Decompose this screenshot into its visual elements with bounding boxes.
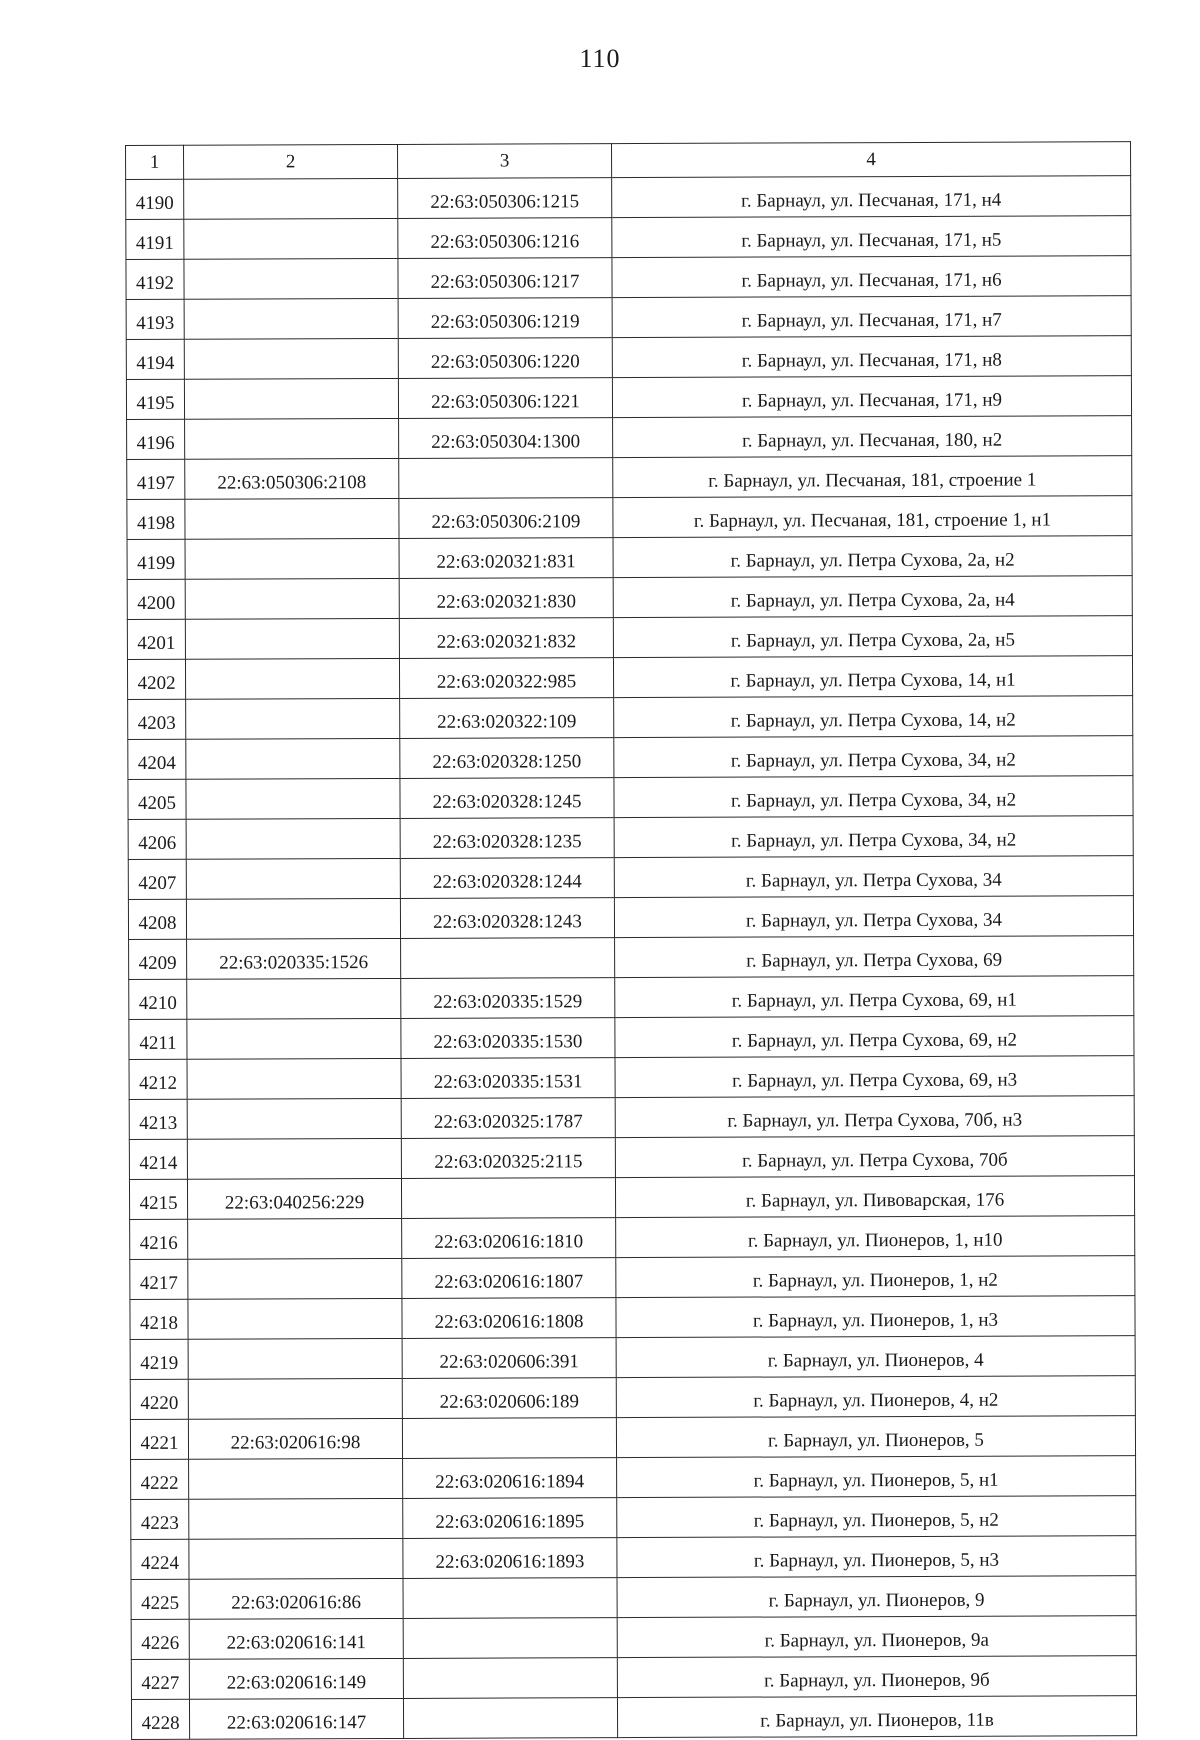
cadastral-number-col3-cell: 22:63:020321:832 bbox=[399, 618, 613, 659]
address-cell: г. Барнаул, ул. Петра Сухова, 70б, н3 bbox=[615, 1096, 1134, 1138]
column-header-1: 1 bbox=[126, 145, 184, 179]
cadastral-number-col3-cell bbox=[402, 1418, 616, 1459]
address-cell: г. Барнаул, ул. Пионеров, 1, н3 bbox=[616, 1296, 1135, 1338]
cadastral-number-col3-cell: 22:63:020321:831 bbox=[399, 538, 613, 579]
table-row bbox=[129, 1056, 1134, 1100]
address-cell: г. Барнаул, ул. Петра Сухова, 2а, н4 bbox=[613, 576, 1132, 618]
address-cell: г. Барнаул, ул. Петра Сухова, 34, н2 bbox=[614, 816, 1133, 858]
table-header bbox=[126, 142, 1131, 180]
address-cell: г. Барнаул, ул. Петра Сухова, 34, н2 bbox=[614, 776, 1133, 818]
row-number-cell: 4217 bbox=[130, 1259, 188, 1299]
row-number-cell: 4200 bbox=[127, 579, 185, 619]
table-row bbox=[128, 856, 1133, 900]
address-cell: г. Барнаул, ул. Пионеров, 9 bbox=[617, 1576, 1136, 1618]
cadastral-number-col2-cell bbox=[185, 578, 399, 619]
table-row bbox=[130, 1216, 1135, 1260]
address-cell: г. Барнаул, ул. Петра Сухова, 69, н1 bbox=[615, 976, 1134, 1018]
row-number-cell: 4193 bbox=[126, 299, 184, 339]
address-cell: г. Барнаул, ул. Пионеров, 4, н2 bbox=[616, 1376, 1135, 1418]
registry-table bbox=[125, 141, 1137, 1740]
cadastral-number-col2-cell: 22:63:020616:147 bbox=[189, 1698, 403, 1739]
row-number-cell: 4202 bbox=[127, 659, 185, 699]
cadastral-number-col3-cell: 22:63:050306:2109 bbox=[399, 498, 613, 539]
cadastral-number-col2-cell bbox=[186, 858, 400, 899]
cadastral-number-col2-cell bbox=[188, 1258, 402, 1299]
table-row bbox=[130, 1416, 1135, 1460]
cadastral-number-col2-cell bbox=[186, 898, 400, 939]
table-row bbox=[131, 1576, 1136, 1620]
cadastral-number-col2-cell bbox=[186, 698, 400, 739]
address-cell: г. Барнаул, ул. Петра Сухова, 69 bbox=[615, 936, 1134, 978]
address-cell: г. Барнаул, ул. Пионеров, 5 bbox=[616, 1416, 1135, 1458]
row-number-cell: 4209 bbox=[129, 939, 187, 979]
cadastral-number-col3-cell: 22:63:020335:1531 bbox=[401, 1058, 615, 1099]
cadastral-number-col3-cell bbox=[401, 938, 615, 979]
column-header-4: 4 bbox=[611, 142, 1130, 178]
address-cell: г. Барнаул, ул. Петра Сухова, 69, н2 bbox=[615, 1016, 1134, 1058]
address-cell: г. Барнаул, ул. Песчаная, 171, н9 bbox=[612, 376, 1131, 418]
cadastral-number-col3-cell: 22:63:020325:2115 bbox=[401, 1138, 615, 1179]
cadastral-number-col2-cell: 22:63:040256:229 bbox=[187, 1178, 401, 1219]
table-row bbox=[126, 256, 1131, 300]
row-number-cell: 4190 bbox=[126, 179, 184, 219]
cadastral-number-col3-cell: 22:63:050306:1219 bbox=[398, 298, 612, 339]
cadastral-number-col3-cell: 22:63:020616:1807 bbox=[402, 1258, 616, 1299]
table-row bbox=[127, 456, 1132, 500]
row-number-cell: 4204 bbox=[128, 739, 186, 779]
cadastral-number-col2-cell bbox=[184, 218, 398, 259]
address-cell: г. Барнаул, ул. Песчаная, 181, строение 1, н1 bbox=[613, 496, 1132, 538]
row-number-cell: 4213 bbox=[129, 1099, 187, 1139]
cadastral-number-col3-cell: 22:63:020606:189 bbox=[402, 1378, 616, 1419]
cadastral-number-col3-cell bbox=[403, 1658, 617, 1699]
cadastral-number-col2-cell bbox=[187, 978, 401, 1019]
address-cell: г. Барнаул, ул. Песчаная, 171, н7 bbox=[612, 296, 1131, 338]
cadastral-number-col3-cell: 22:63:050306:1221 bbox=[398, 378, 612, 419]
row-number-cell: 4198 bbox=[127, 499, 185, 539]
cadastral-number-col3-cell: 22:63:050306:1217 bbox=[398, 258, 612, 299]
cadastral-number-col2-cell bbox=[188, 1218, 402, 1259]
table-row bbox=[128, 896, 1133, 940]
column-header-3: 3 bbox=[397, 144, 611, 179]
cadastral-number-col3-cell: 22:63:020616:1895 bbox=[403, 1498, 617, 1539]
cadastral-number-col3-cell: 22:63:020322:109 bbox=[400, 698, 614, 739]
table-row bbox=[130, 1296, 1135, 1340]
cadastral-number-col2-cell: 22:63:020616:149 bbox=[189, 1658, 403, 1699]
cadastral-number-col3-cell bbox=[401, 1178, 615, 1219]
cadastral-number-col2-cell bbox=[185, 618, 399, 659]
cadastral-number-col3-cell: 22:63:020321:830 bbox=[399, 578, 613, 619]
cadastral-number-col2-cell bbox=[186, 778, 400, 819]
row-number-cell: 4195 bbox=[126, 379, 184, 419]
row-number-cell: 4207 bbox=[128, 859, 186, 899]
row-number-cell: 4192 bbox=[126, 259, 184, 299]
table-row bbox=[126, 296, 1131, 340]
row-number-cell: 4197 bbox=[127, 459, 185, 499]
cadastral-number-col3-cell: 22:63:050304:1300 bbox=[399, 418, 613, 459]
table-row bbox=[130, 1256, 1135, 1300]
row-number-cell: 4220 bbox=[130, 1379, 188, 1419]
cadastral-number-col2-cell bbox=[187, 1138, 401, 1179]
table-row bbox=[129, 1176, 1134, 1220]
row-number-cell: 4205 bbox=[128, 779, 186, 819]
address-cell: г. Барнаул, ул. Пионеров, 5, н1 bbox=[617, 1456, 1136, 1498]
table-row bbox=[128, 776, 1133, 820]
table-row bbox=[129, 936, 1134, 980]
cadastral-number-col3-cell: 22:63:020328:1244 bbox=[400, 858, 614, 899]
header-row bbox=[126, 142, 1131, 180]
row-number-cell: 4191 bbox=[126, 219, 184, 259]
address-cell: г. Барнаул, ул. Песчаная, 171, н6 bbox=[612, 256, 1131, 298]
cadastral-number-col2-cell bbox=[184, 338, 398, 379]
row-number-cell: 4210 bbox=[129, 979, 187, 1019]
row-number-cell: 4222 bbox=[131, 1459, 189, 1499]
row-number-cell: 4208 bbox=[128, 899, 186, 939]
address-cell: г. Барнаул, ул. Пионеров, 9б bbox=[617, 1656, 1136, 1698]
cadastral-number-col2-cell: 22:63:020616:141 bbox=[189, 1618, 403, 1659]
table-row bbox=[127, 656, 1132, 700]
column-header-2: 2 bbox=[184, 144, 398, 179]
cadastral-number-col2-cell bbox=[186, 738, 400, 779]
address-cell: г. Барнаул, ул. Петра Сухова, 70б bbox=[615, 1136, 1134, 1178]
table-row bbox=[131, 1496, 1136, 1540]
cadastral-number-col2-cell bbox=[185, 658, 399, 699]
cadastral-number-col2-cell bbox=[185, 538, 399, 579]
row-number-cell: 4201 bbox=[127, 619, 185, 659]
cadastral-number-col3-cell bbox=[403, 1578, 617, 1619]
row-number-cell: 4221 bbox=[130, 1419, 188, 1459]
cadastral-number-col2-cell bbox=[187, 1018, 401, 1059]
cadastral-number-col3-cell bbox=[403, 1618, 617, 1659]
table-row bbox=[131, 1656, 1136, 1700]
cadastral-number-col3-cell: 22:63:020606:391 bbox=[402, 1338, 616, 1379]
cadastral-number-col3-cell: 22:63:020616:1810 bbox=[402, 1218, 616, 1259]
row-number-cell: 4226 bbox=[131, 1619, 189, 1659]
cadastral-number-col3-cell: 22:63:020328:1243 bbox=[400, 898, 614, 939]
cadastral-number-col3-cell: 22:63:020335:1529 bbox=[401, 978, 615, 1019]
address-cell: г. Барнаул, ул. Петра Сухова, 34 bbox=[614, 896, 1133, 938]
cadastral-number-col3-cell: 22:63:020328:1250 bbox=[400, 738, 614, 779]
table-row bbox=[129, 1016, 1134, 1060]
table-row bbox=[128, 696, 1133, 740]
cadastral-number-col2-cell: 22:63:050306:2108 bbox=[185, 458, 399, 499]
address-cell: г. Барнаул, ул. Петра Сухова, 34 bbox=[614, 856, 1133, 898]
row-number-cell: 4224 bbox=[131, 1539, 189, 1579]
table-row bbox=[129, 976, 1134, 1020]
address-cell: г. Барнаул, ул. Песчаная, 171, н5 bbox=[612, 216, 1131, 258]
cadastral-number-col3-cell: 22:63:020335:1530 bbox=[401, 1018, 615, 1059]
cadastral-number-col3-cell: 22:63:020328:1245 bbox=[400, 778, 614, 819]
cadastral-number-col2-cell: 22:63:020335:1526 bbox=[187, 938, 401, 979]
address-cell: г. Барнаул, ул. Пионеров, 5, н3 bbox=[617, 1536, 1136, 1578]
table-row bbox=[127, 496, 1132, 540]
cadastral-number-col2-cell bbox=[188, 1338, 402, 1379]
table-row bbox=[131, 1616, 1136, 1660]
table-row bbox=[126, 176, 1131, 220]
row-number-cell: 4223 bbox=[131, 1499, 189, 1539]
cadastral-number-col3-cell: 22:63:020322:985 bbox=[399, 658, 613, 699]
cadastral-number-col3-cell: 22:63:020325:1787 bbox=[401, 1098, 615, 1139]
cadastral-number-col2-cell bbox=[186, 818, 400, 859]
row-number-cell: 4196 bbox=[127, 419, 185, 459]
table-row bbox=[131, 1536, 1136, 1580]
table-row bbox=[126, 216, 1131, 260]
table-row bbox=[127, 616, 1132, 660]
address-cell: г. Барнаул, ул. Пионеров, 4 bbox=[616, 1336, 1135, 1378]
row-number-cell: 4214 bbox=[129, 1139, 187, 1179]
cadastral-number-col3-cell: 22:63:050306:1216 bbox=[398, 218, 612, 259]
row-number-cell: 4218 bbox=[130, 1299, 188, 1339]
address-cell: г. Барнаул, ул. Песчаная, 171, н4 bbox=[612, 176, 1131, 218]
row-number-cell: 4227 bbox=[131, 1659, 189, 1699]
table-row bbox=[130, 1336, 1135, 1380]
table-row bbox=[129, 1136, 1134, 1180]
cadastral-number-col3-cell: 22:63:020616:1894 bbox=[403, 1458, 617, 1499]
row-number-cell: 4212 bbox=[129, 1059, 187, 1099]
cadastral-number-col3-cell: 22:63:020328:1235 bbox=[400, 818, 614, 859]
table-row bbox=[131, 1696, 1136, 1740]
cadastral-number-col2-cell bbox=[188, 1298, 402, 1339]
page-number: 110 bbox=[579, 44, 621, 73]
cadastral-number-col3-cell: 22:63:020616:1893 bbox=[403, 1538, 617, 1579]
row-number-cell: 4206 bbox=[128, 819, 186, 859]
table-row bbox=[127, 416, 1132, 460]
table-row bbox=[128, 736, 1133, 780]
address-cell: г. Барнаул, ул. Петра Сухова, 34, н2 bbox=[614, 736, 1133, 778]
address-cell: г. Барнаул, ул. Песчаная, 180, н2 bbox=[613, 416, 1132, 458]
cadastral-number-col2-cell bbox=[189, 1538, 403, 1579]
cadastral-number-col2-cell bbox=[189, 1458, 403, 1499]
address-cell: г. Барнаул, ул. Петра Сухова, 14, н1 bbox=[613, 656, 1132, 698]
table-row bbox=[129, 1096, 1134, 1140]
address-cell: г. Барнаул, ул. Песчаная, 171, н8 bbox=[612, 336, 1131, 378]
cadastral-number-col2-cell bbox=[184, 298, 398, 339]
cadastral-number-col2-cell bbox=[187, 1098, 401, 1139]
row-number-cell: 4203 bbox=[128, 699, 186, 739]
cadastral-number-col2-cell bbox=[185, 498, 399, 539]
address-cell: г. Барнаул, ул. Пионеров, 1, н10 bbox=[616, 1216, 1135, 1258]
address-cell: г. Барнаул, ул. Петра Сухова, 69, н3 bbox=[615, 1056, 1134, 1098]
table-row bbox=[128, 816, 1133, 860]
address-cell: г. Барнаул, ул. Петра Сухова, 2а, н5 bbox=[613, 616, 1132, 658]
row-number-cell: 4228 bbox=[131, 1699, 189, 1739]
cadastral-number-col2-cell: 22:63:020616:98 bbox=[188, 1418, 402, 1459]
row-number-cell: 4194 bbox=[126, 339, 184, 379]
table-row bbox=[130, 1376, 1135, 1420]
cadastral-number-col3-cell: 22:63:050306:1220 bbox=[398, 338, 612, 379]
table-row bbox=[126, 336, 1131, 380]
address-cell: г. Барнаул, ул. Петра Сухова, 2а, н2 bbox=[613, 536, 1132, 578]
row-number-cell: 4211 bbox=[129, 1019, 187, 1059]
cadastral-number-col2-cell bbox=[185, 418, 399, 459]
table-row bbox=[127, 576, 1132, 620]
cadastral-number-col2-cell: 22:63:020616:86 bbox=[189, 1578, 403, 1619]
cadastral-number-col2-cell bbox=[184, 258, 398, 299]
cadastral-number-col2-cell bbox=[187, 1058, 401, 1099]
cadastral-number-col2-cell bbox=[184, 378, 398, 419]
cadastral-number-col2-cell bbox=[189, 1498, 403, 1539]
address-cell: г. Барнаул, ул. Пивоварская, 176 bbox=[615, 1176, 1134, 1218]
table-row bbox=[127, 536, 1132, 580]
address-cell: г. Барнаул, ул. Пионеров, 9а bbox=[617, 1616, 1136, 1658]
row-number-cell: 4216 bbox=[130, 1219, 188, 1259]
cadastral-number-col3-cell bbox=[399, 458, 613, 499]
address-cell: г. Барнаул, ул. Песчаная, 181, строение 1 bbox=[613, 456, 1132, 498]
row-number-cell: 4225 bbox=[131, 1579, 189, 1619]
address-cell: г. Барнаул, ул. Пионеров, 11в bbox=[617, 1696, 1136, 1738]
address-cell: г. Барнаул, ул. Петра Сухова, 14, н2 bbox=[614, 696, 1133, 738]
cadastral-number-col3-cell bbox=[403, 1698, 617, 1739]
row-number-cell: 4199 bbox=[127, 539, 185, 579]
row-number-cell: 4219 bbox=[130, 1339, 188, 1379]
address-cell: г. Барнаул, ул. Пионеров, 1, н2 bbox=[616, 1256, 1135, 1298]
cadastral-number-col2-cell bbox=[184, 178, 398, 219]
cadastral-number-col2-cell bbox=[188, 1378, 402, 1419]
cadastral-number-col3-cell: 22:63:050306:1215 bbox=[398, 178, 612, 219]
table-row bbox=[131, 1456, 1136, 1500]
table-body bbox=[126, 176, 1137, 1740]
row-number-cell: 4215 bbox=[129, 1179, 187, 1219]
cadastral-number-col3-cell: 22:63:020616:1808 bbox=[402, 1298, 616, 1339]
table-row bbox=[126, 376, 1131, 420]
address-cell: г. Барнаул, ул. Пионеров, 5, н2 bbox=[617, 1496, 1136, 1538]
